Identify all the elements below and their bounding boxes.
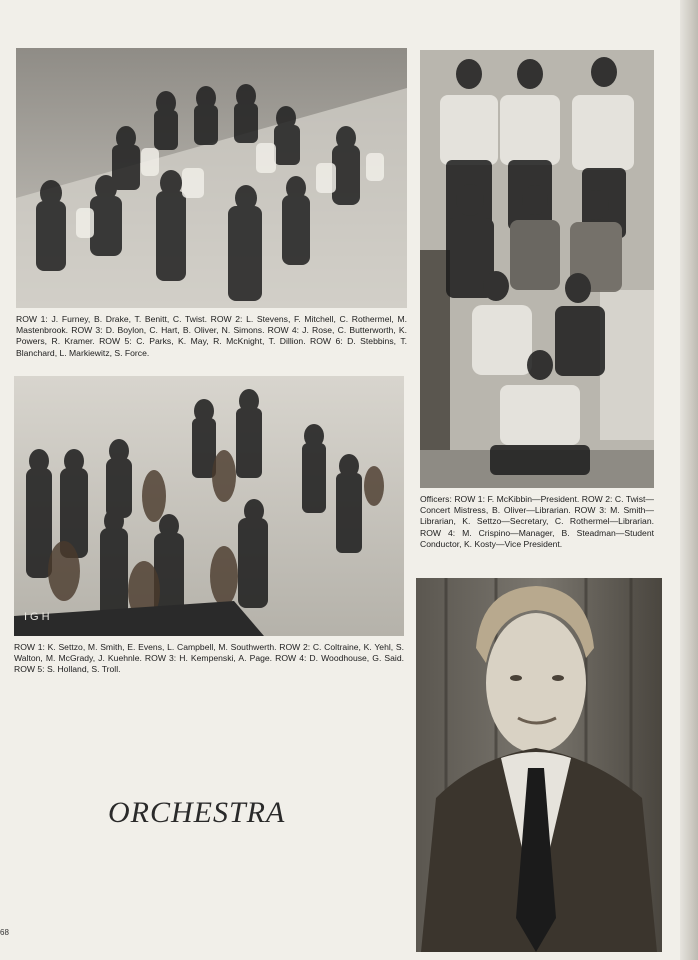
- page-number: 68: [0, 928, 9, 937]
- photo-2-caption: ROW 1: K. Settzo, M. Smith, E. Evens, L. Campbell, M. Southwerth. ROW 2: C. Coltraine, K. Yehl, S. Walton, M. McGrady, J. Kuehnle. ROW 3: H. Kempenski, A. Page. ROW 4: D. Woodhouse, G. Said. ROW 5: S. Holland, S. Troll.: [14, 642, 404, 675]
- officers-caption: Officers: ROW 1: F. McKibbin—President. ROW 2: C. Twist—Concert Mistress, B. Oliver—Librarian. ROW 3: M. Smith—Librarian, K. Settzo—Secretary, C. Rothermel—Librarian. ROW 4: M. Crispino—Manager, B. Steadman—Student Conductor, K. Kosty—Vice President.: [420, 494, 654, 549]
- photo-1-caption: ROW 1: J. Furney, B. Drake, T. Benitt, C. Twist. ROW 2: L. Stevens, F. Mitchell, C. Rothermel, M. Mastenbrook. ROW 3: D. Boylon, C. Hart, B. Oliver, N. Simons. ROW 4: J. Rose, C. Butterworth, K. Powers, R. Kramer. ROW 5: C. Parks, K. May, R. McKnight, T. Dillion. ROW 6: D. Stebbins, T. Blanchard, L. Markiewitz, S. Force.: [16, 314, 407, 358]
- page-title: ORCHESTRA: [108, 796, 286, 829]
- officers-photo: [420, 50, 654, 488]
- conductor-portrait: [416, 578, 662, 952]
- floor-letters: IGH: [24, 611, 53, 623]
- binding-edge: [680, 0, 698, 960]
- orchestra-photo-1: [16, 48, 407, 308]
- orchestra-photo-2: [14, 376, 404, 636]
